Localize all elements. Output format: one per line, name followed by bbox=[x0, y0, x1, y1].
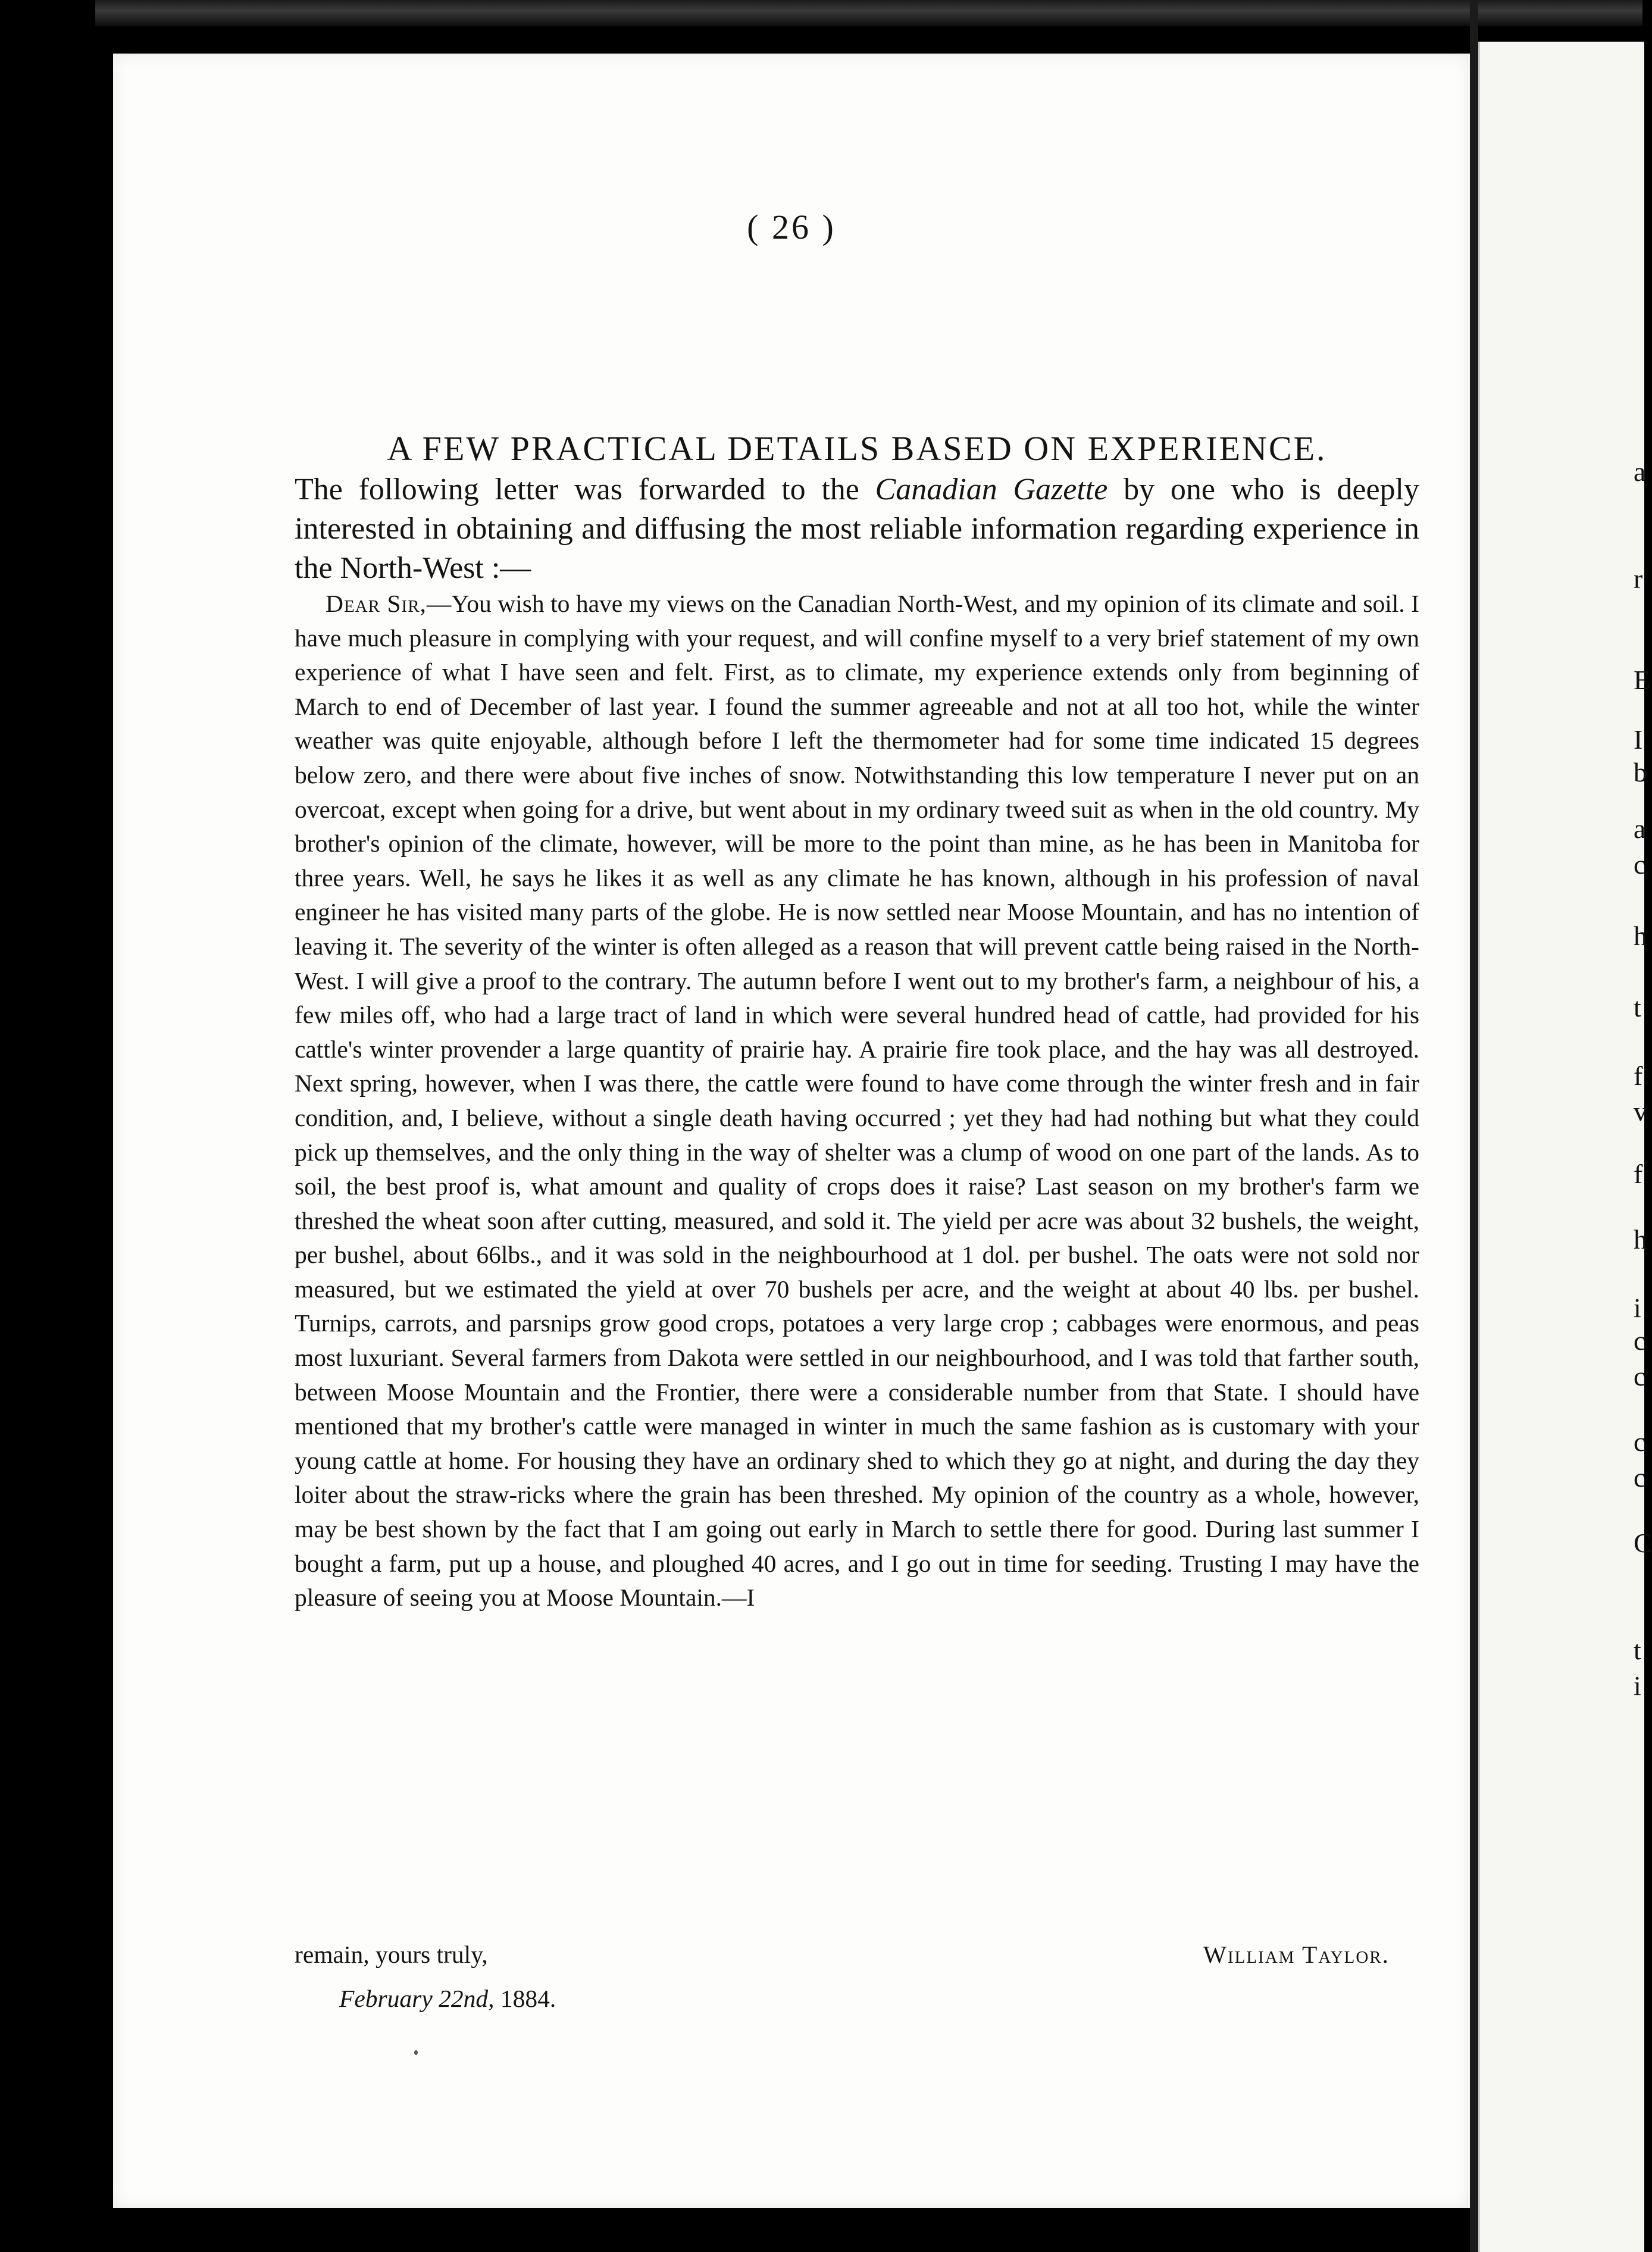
publication-name: Canadian Gazette bbox=[875, 473, 1108, 506]
letter-body bbox=[295, 587, 1419, 1615]
letter-date-day: February 22nd, bbox=[339, 1985, 495, 2012]
adjacent-page-fragment: c bbox=[1634, 1462, 1646, 1493]
adjacent-page-fragment: v bbox=[1634, 1096, 1647, 1127]
adjacent-page-fragment: c bbox=[1634, 1361, 1646, 1391]
intro-text-after: by one who is deeply interested in obtaining and diffusing the most reliable information regarding experience in the North-West :— bbox=[295, 473, 1419, 585]
letter-salutation: Dear Sir, bbox=[326, 590, 427, 617]
adjacent-page-fragment: a bbox=[1634, 456, 1646, 487]
article-intro bbox=[295, 470, 1419, 588]
adjacent-page-fragment: b bbox=[1634, 757, 1647, 787]
letter-paragraph bbox=[295, 587, 1419, 1615]
book-page bbox=[113, 54, 1470, 2208]
adjacent-page-fragment: E bbox=[1634, 665, 1651, 695]
adjacent-page-fragment: i bbox=[1634, 1671, 1641, 1701]
adjacent-page-fragment: C bbox=[1634, 1528, 1652, 1558]
page-number: ( 26 ) bbox=[747, 208, 836, 246]
adjacent-page-fragment: f bbox=[1634, 1159, 1643, 1189]
adjacent-page-fragment: t bbox=[1634, 1635, 1641, 1665]
adjacent-page-fragment: i bbox=[1634, 1293, 1641, 1323]
book-gutter bbox=[1470, 0, 1478, 2252]
adjacent-page-fragment: c bbox=[1634, 1325, 1646, 1356]
adjacent-page-fragment: h bbox=[1634, 921, 1647, 951]
adjacent-page-fragment: f bbox=[1634, 1061, 1643, 1091]
intro-text-before: The following letter was forwarded to the bbox=[295, 473, 875, 506]
scan-speck bbox=[414, 2050, 418, 2055]
adjacent-page-fragment: r bbox=[1634, 564, 1643, 594]
letter-signoff bbox=[295, 1938, 1390, 1971]
letter-closing: remain, yours truly, bbox=[295, 1941, 488, 1968]
adjacent-page-fragment: h bbox=[1634, 1224, 1647, 1255]
scan-top-edge bbox=[95, 0, 1642, 26]
letter-date-year: 1884. bbox=[500, 1985, 556, 2012]
letter-signature: William Taylor. bbox=[1203, 1941, 1390, 1968]
letter-date bbox=[339, 1984, 556, 2013]
adjacent-page-fragment: I bbox=[1634, 724, 1643, 755]
article-heading: A FEW PRACTICAL DETAILS BASED ON EXPERIENCE. bbox=[387, 429, 1327, 468]
adjacent-page-edge bbox=[1478, 42, 1652, 2252]
adjacent-page-fragment: c bbox=[1634, 849, 1646, 880]
adjacent-page-fragment: t bbox=[1634, 992, 1641, 1022]
adjacent-page-fragment: c bbox=[1634, 1427, 1646, 1457]
adjacent-page-fragment: a bbox=[1634, 814, 1646, 844]
letter-text: —You wish to have my views on the Canadian North-West, and my opinion of its climate and soil. I have much pleasure in complying with your request, and will confine myself to a very brief statement of my own experience of what I have seen and felt. First, as to climate, my experience extends only from beginning of March to end of December of last year. I found the summer agreeable and not at all too hot, while the winter weather was quite enjoyable, although before I left the thermometer had for some time indicated 15 degrees below zero, and there were about five inches of snow. Notwithstanding this low temperature I never put on an overcoat, except when going for a drive, but went about in my ordinary tweed suit as when in the old country. My brother's opinion of the climate, however, will be more to the point than mine, as he has been in Manitoba for three years. Well, he says he likes it as well as any climate he has known, although in his profession of naval engineer he has visited many parts of the globe. He is now settled near Moose Mountain, and has no intention of leaving it. The severity of the winter is often alleged as a reason that will prevent cattle being raised in the North-West. I will give a proof to the contrary. The autumn before I went out to my brother's farm, a neighbour of his, a few miles off, who had a large tract of land in which were several hundred head of cattle, had provided for his cattle's winter provender a large quantity of prairie hay. A prairie fire took place, and the hay was all destroyed. Next spring, however, when I was there, the cattle were found to have come through the winter fresh and in fair condition, and, I believe, without a single death having occurred ; yet they had had nothing but what they could pick up themselves, and the only thing in the way of shelter was a clump of wood on one part of the lands. As to soil, the best proof is, what amount and quality of crops does it raise? Last season on my brother's farm we threshed the wheat soon after cutting, measured, and sold it. The yield per acre was about 32 bushels, the weight, per bushel, about 66lbs., and it was sold in the neighbourhood at 1 dol. per bushel. The oats were not sold nor measured, but we estimated the yield at over 70 bushels per acre, and the weight at about 40 lbs. per bushel. Turnips, carrots, and parsnips grow good crops, potatoes a very large crop ; cabbages were enormous, and peas most luxuriant. Several farmers from Dakota were settled in our neighbourhood, and I was told that farther south, between Moose Mountain and the Frontier, there were a considerable number from that State. I should have mentioned that my brother's cattle were managed in winter in much the same fashion as is customary with your young cattle at home. For housing they have an ordinary shed to which they go at night, and during the day they loiter about the straw-ricks where the grain has been threshed. My opinion of the country as a whole, however, may be best shown by the fact that I am going out early in March to settle there for good. During last summer I bought a farm, put up a house, and ploughed 40 acres, and I go out in time for seeding. Trusting I may have the pleasure of seeing you at Moose Mountain.—I bbox=[295, 590, 1419, 1612]
